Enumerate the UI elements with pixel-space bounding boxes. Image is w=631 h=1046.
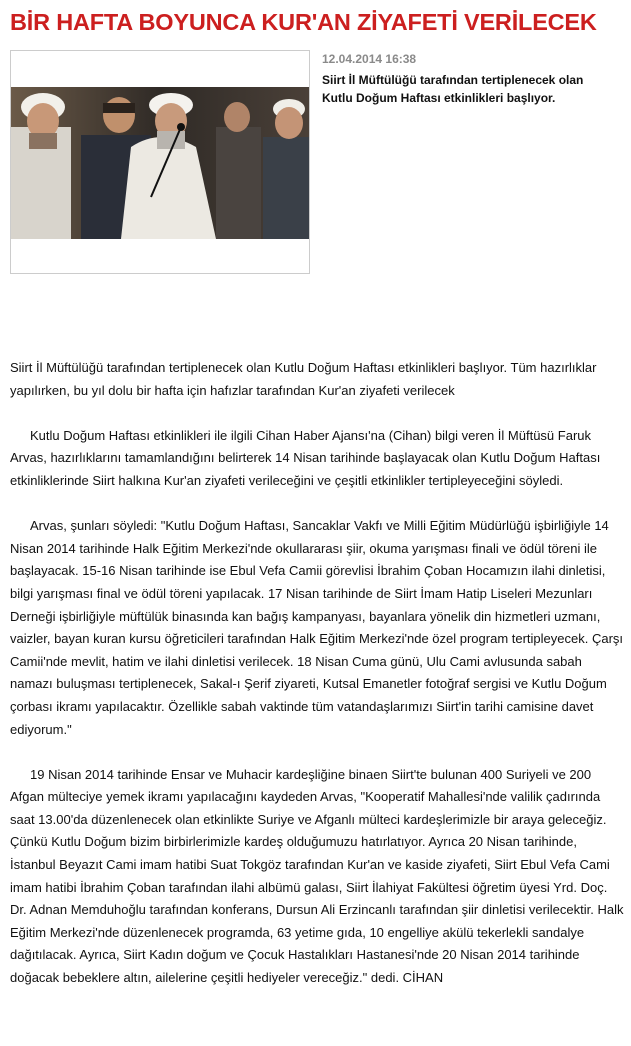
article-photo <box>11 87 309 239</box>
article-photo-frame <box>10 50 310 274</box>
article-date: 12.04.2014 16:38 <box>322 52 417 66</box>
article-paragraph: 19 Nisan 2014 tarihinde Ensar ve Muhacir kardeşliğine binaen Siirt'te bulunan 400 Suriyeli ve 200 Afgan mülteciye yemek ikramı yapılacağını kaydeden Arvas, "Kooperatif Mahallesi'nde valilik çadırında saat 13.00'da düzenlenecek olan etkinlikte Suriye ve Afganlı mülteci kardeşlerimizle bir araya geleceğiz. Çünkü Kutlu Doğum bizim birbirlerimizle kardeş olduğumuzu hatırlatıyor. Ayrıca 20 Nisan tarihinde, İstanbul Beyazıt Cami imam hatibi Suat Tokgöz tarafından Kur'an ve kaside ziyafeti, Siirt Ebul Vefa Cami imam hatibi İbrahim Çoban tarafından ilahi albümü galası, Siirt İlahiyat Fakültesi öğretim üyesi Yrd. Doç. Dr. Adnan Memduhoğlu tarafından konferans, Dursun Ali Erzincanlı tarafından şiir dinletisi verilecektir. Halk Eğitim Merkezi'nde düzenlenecek programda, 63 yetime gıda, 10 engelliye akülü tekerlekli sandalye dağıtılacak. Ayrıca, Siirt Kadın doğum ve Çocuk Hastalıkları Hastanesi'nde 20 Nisan 2014 tarihinde doğacak bebeklere altın, ailelerine çeşitli hediyeler vereceğiz." dedi. CİHAN <box>10 766 624 986</box>
photo-illustration <box>11 87 309 239</box>
article-paragraph: Siirt İl Müftülüğü tarafından tertiplenecek olan Kutlu Doğum Haftası etkinlikleri başlıyor. Tüm hazırlıklar yapılırken, bu yıl dolu bir hafta için hafızlar tarafından Kur'an ziyafeti verilecek <box>10 360 597 398</box>
article-paragraph: Arvas, şunları söyledi: "Kutlu Doğum Haftası, Sancaklar Vakfı ve Milli Eğitim Müdürlüğü işbirliğiyle 14 Nisan 2014 tarihinde Halk Eğitim Merkezi'nde okullararası şiir, okuma yarışması finali ve ödül töreni ile başlayacak. 15-16 Nisan tarihinde ise Ebul Vefa Camii görevlisi İbrahim Çoban Hocamızın ilahi dinletisi, bilgi yarışması final ve ödül töreni yapılacak. 17 Nisan tarihinde de Siirt İmam Hatip Liseleri Mezunları Derneği işbirliğiyle müftülük binasında kan bağış kampanyası, bayanlara yönelik din hizmetleri uzmanı, vaizler, bayan kuran kursu öğreticileri tarafından Halk Eğitim Merkezi'nde özel program tertipleyecek. Çarşı Camii'nde mevlit, hatim ve ilahi dinletisi verilecek. 18 Nisan Cuma günü, Ulu Cami avlusunda sabah namazı buluşması tertiplenecek, Sakal-ı Şerif ziyareti, Kutsal Emanetler fotoğraf sergisi ve Kutlu Doğum çorbası ikramı yapılacaktır. Özellikle sabah vaktinde tüm vatandaşlarımızı Siirt'in tarihi camisine davet ediyorum." <box>10 518 624 737</box>
article-headline: BİR HAFTA BOYUNCA KUR'AN ZİYAFETİ VERİLECEK <box>10 9 597 35</box>
article-summary: Siirt İl Müftülüğü tarafından tertiplenecek olan Kutlu Doğum Haftası etkinlikleri başlıyor. <box>322 73 584 105</box>
article-body <box>10 357 626 990</box>
article-paragraph: Kutlu Doğum Haftası etkinlikleri ile ilgili Cihan Haber Ajansı'na (Cihan) bilgi veren İl Müftüsü Faruk Arvas, hazırlıklarını tamamlandığını belirterek 14 Nisan tarihinde başlayacak olan Kutlu Doğum Haftası etkinliklerinde Siirt halkına Kur'an ziyafeti verileceğini ve çeşitli etkinlikler tertipleyeceğini söyledi. <box>10 427 601 488</box>
